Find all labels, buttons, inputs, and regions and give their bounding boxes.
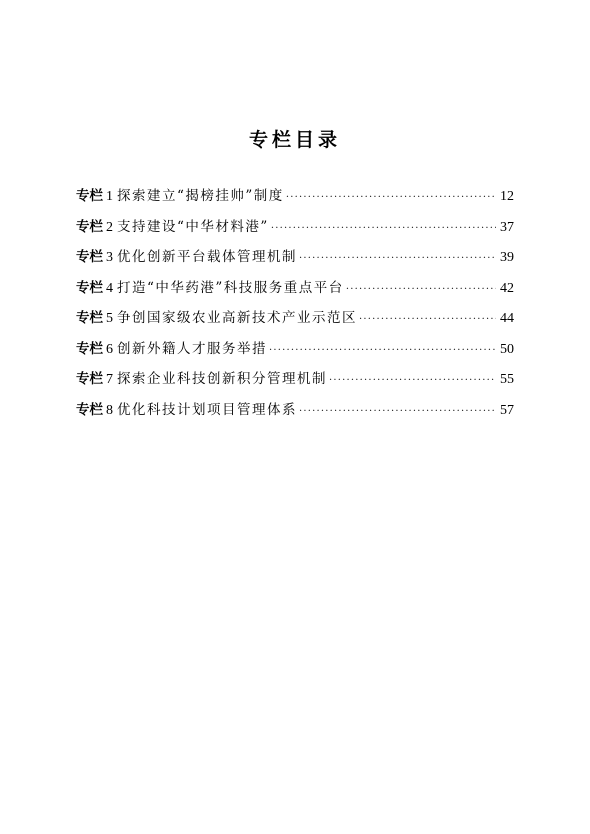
toc-entry-title: 争创国家级农业高新技术产业示范区: [117, 310, 357, 326]
toc-entry-page: 50: [500, 341, 514, 357]
toc-entry-number: 4: [106, 280, 113, 296]
toc-entry[interactable]: [76, 184, 514, 215]
toc-entry-title: 支持建设“中华材料港”: [117, 218, 269, 235]
toc-entry-prefix: 专栏: [76, 249, 103, 265]
toc-entry-title: 创新外籍人才服务举措: [117, 340, 267, 357]
toc-entry-prefix: 专栏: [76, 188, 103, 204]
toc-entry-page: 12: [500, 189, 514, 204]
toc-entry[interactable]: [76, 215, 514, 246]
toc-dot-leader: [346, 278, 496, 302]
toc-entry-title: 优化科技计划项目管理体系: [117, 401, 297, 418]
toc-entry-page: 55: [500, 372, 514, 387]
toc-entry-number: 6: [106, 341, 113, 357]
toc-dot-leader: [329, 369, 496, 393]
toc-entry-title: 打造“中华药港”科技服务重点平台: [117, 279, 344, 296]
page-title: 专栏目录: [248, 129, 341, 151]
toc-entry-prefix: 专栏: [76, 371, 103, 387]
toc-dot-leader: [286, 186, 496, 210]
toc-dot-leader: [269, 339, 496, 363]
toc-entry-number: 5: [106, 311, 113, 326]
toc-entry[interactable]: [76, 398, 514, 429]
toc-entry-title: 优化创新平台载体管理机制: [117, 249, 297, 265]
toc-entry-prefix: 专栏: [76, 310, 103, 326]
toc-entry-page: 37: [500, 219, 514, 235]
toc-entry-page: 39: [500, 250, 514, 265]
toc-entry-number: 8: [106, 402, 113, 418]
toc-entry-prefix: 专栏: [76, 340, 103, 357]
toc-entry-page: 42: [500, 280, 514, 296]
toc-entry-prefix: 专栏: [76, 218, 103, 235]
toc-entry-prefix: 专栏: [76, 279, 103, 296]
toc-entry-title: 探索建立“揭榜挂帅”制度: [117, 188, 284, 204]
toc-entry[interactable]: [76, 276, 514, 307]
toc-entry-page: 57: [500, 402, 514, 418]
toc-dot-leader: [359, 308, 496, 332]
toc-dot-leader: [299, 247, 496, 271]
toc-entry-title: 探索企业科技创新积分管理机制: [117, 371, 327, 387]
toc-entry-prefix: 专栏: [76, 401, 103, 418]
toc-entry-number: 1: [106, 189, 113, 204]
toc-entry[interactable]: [76, 337, 514, 368]
toc-entry[interactable]: [76, 367, 514, 398]
toc-dot-leader: [299, 400, 496, 424]
toc-entry-number: 7: [106, 372, 113, 387]
toc-entry-number: 3: [106, 250, 113, 265]
table-of-contents: [76, 184, 514, 428]
toc-entry-page: 44: [500, 311, 514, 326]
toc-entry[interactable]: [76, 245, 514, 276]
toc-entry-number: 2: [106, 219, 113, 235]
toc-entry[interactable]: [76, 306, 514, 337]
toc-dot-leader: [271, 217, 496, 241]
